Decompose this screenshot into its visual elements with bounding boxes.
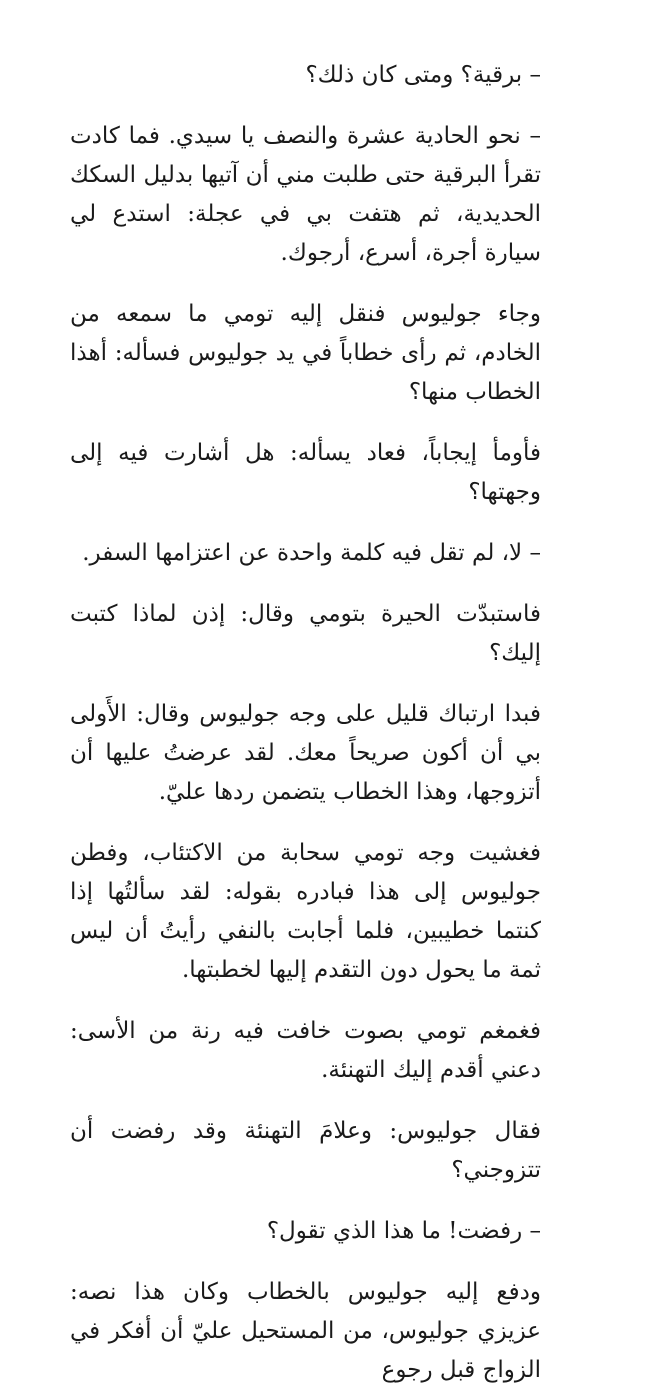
paragraph: – نحو الحادية عشرة والنصف يا سيدي. فما كادت تقرأ البرقية حتى طلبت مني أن آتيها بدليل السكك الحديدية، ثم هتفت بي في عجلة: استدع لي سيارة أجرة، أسرع، أرجوك. xyxy=(70,123,541,266)
paragraph: فقال جوليوس: وعلامَ التهنئة وقد رفضت أن تتزوجني؟ xyxy=(70,1118,541,1183)
paragraph: فبدا ارتباك قليل على وجه جوليوس وقال: الأَولى بي أن أكون صريحاً معك. لقد عرضتُ عليها أن أتزوجها، وهذا الخطاب يتضمن ردها عليّ. xyxy=(70,701,541,805)
paragraph: – لا، لم تقل فيه كلمة واحدة عن اعتزامها السفر. xyxy=(82,540,541,566)
paragraph: ودفع إليه جوليوس بالخطاب وكان هذا نصه: عزيزي جوليوس، من المستحيل عليّ أن أفكر في الزواج قبل رجوع xyxy=(70,1279,541,1383)
paragraph: – برقية؟ ومتى كان ذلك؟ xyxy=(305,62,541,88)
paragraph: – رفضت! ما هذا الذي تقول؟ xyxy=(266,1218,541,1244)
paragraph: فأومأ إيجاباً، فعاد يسأله: هل أشارت فيه إلى وجهتها؟ xyxy=(70,440,541,505)
paragraph: فاستبدّت الحيرة بتومي وقال: إذن لماذا كتبت إليك؟ xyxy=(70,601,541,666)
paragraph: فغشيت وجه تومي سحابة من الاكتئاب، وفطن جوليوس إلى هذا فبادره بقوله: لقد سألتُها إذا كنتما خطيبين، فلما أجابت بالنفي رأيتُ أن ليس ثمة ما يحول دون التقدم إليها لخطبتها. xyxy=(70,840,541,983)
paragraph: وجاء جوليوس فنقل إليه تومي ما سمعه من الخادم، ثم رأى خطاباً في يد جوليوس فسأله: أهذا الخطاب منها؟ xyxy=(70,301,541,405)
paragraph: فغمغم تومي بصوت خافت فيه رنة من الأسى: دعني أقدم إليك التهنئة. xyxy=(70,1018,541,1083)
